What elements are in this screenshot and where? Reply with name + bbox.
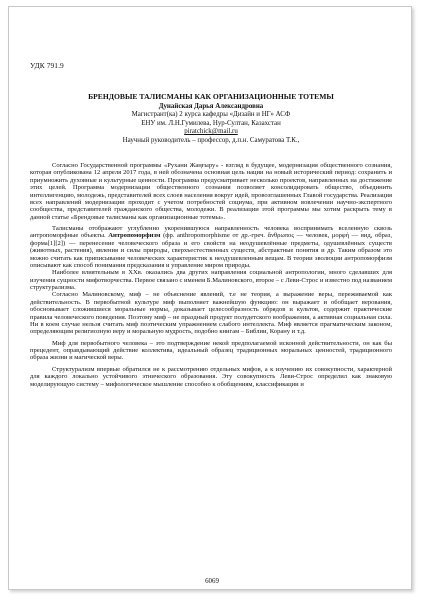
paragraph-6: Структурализм впервые обратился не к рассмотрению отдельных мифов, а к изучению их совокупности, характерной для каждого локально устойчивого этнического образования. Эту совокупность Леви-Строс определил как знаковую моделирующую систему – мифологическое мышление способно к обобщениям, классификации и bbox=[30, 365, 392, 388]
article-header bbox=[30, 93, 392, 146]
paragraph-5: Миф для первобытного человека – это подтверждение некой предполагаемой исконной действительности, он как бы прецедент, оправдывающий действие коллектива, идеальный образец традиционных моральных ценностей, традиционного образа жизни и магической веры. bbox=[30, 339, 392, 362]
author-affiliation-line1: Магистрант(ка) 2 курса кафедры «Дизайн и НГ» АСФ bbox=[131, 111, 291, 119]
paragraph-2-part-a: Талисманы отображают углубленно укоренившуюся направленность человека воспринимать вселенную сквозь антропоморфные объекты. bbox=[30, 225, 392, 240]
paragraph-1: Согласно Государственной программы «Рухани Жаңғыру» - взгляд в будущее, модернизация общественного сознания, которая опубликована 12 апреля 2017 года, в ней обозначена основная цель нации на новый исторический период: сохранить и приумножить духовные и культурные ценности. Программа предусматривает несколько проектов, направленных на достижение этих целей. Программа модернизации общественного сознания позволяет консолидировать общество, объединить интеллигенцию, молодежь, представителей всех слоев населения вокруг идей, провозглашенных Главой государства. Реализация всех направлений модернизации проходит с учетом потребностей социума, при активном вовлечении научно-экспертного сообщества, представителей гражданского общества, молодежи. В реализации этой программы мы хотим раскрыть тему в данной статье «Брендовые талисманы как организационные тотемы». bbox=[30, 162, 392, 221]
article-title: БРЕНДОВЫЕ ТАЛИСМАНЫ КАК ОРГАНИЗАЦИОННЫЕ ТОТЕМЫ bbox=[88, 92, 334, 101]
page-number: 6069 bbox=[205, 578, 219, 585]
author-name: Дунайская Дарья Александровна bbox=[158, 102, 264, 110]
author-email-link[interactable]: piratchick@mail.ru bbox=[184, 128, 238, 136]
paragraph-4: Согласно Малиновскому, миф – не объяснение явлений, т.е не теория, а выражение веры, переживаемой как действительность. В первобытной культуре миф выполняет важнейшую функцию: он выражает и обобщает верования, обосновывает сложившиеся моральные нормы, доказывает целесообразность обрядов и культов, содержит практические правила человеческого поведения. Поэтому миф – не праздный продукт полудетского воображения, а активная социальная сила. Ни в коем случае нельзя считать миф поэтическим упражнением слабого интеллекта. Миф является прагматическим законом, определяющим религиозную веру и моральную мудрость, подобно книгам – Библии, Корану и т.д. bbox=[30, 291, 392, 336]
anthropomorphism-term: Антропоморфизм bbox=[108, 232, 161, 240]
author-affiliation-line2: ЕНУ им. Л.Н.Гумилева, Нур-Султан, Казахстан bbox=[141, 119, 281, 127]
paragraph-3: Наиболее влиятельным в XXв. оказались два других направления социальной антропологии, много сделавших для изучения сущности мифотворчества. Первое связано с именем Б.Малиновского, второе – с Леви-Строс и известно под названием структурализма. bbox=[30, 269, 392, 291]
udk-code: УДК 791.9 bbox=[30, 61, 64, 70]
paragraph-2-part-b: (фр. anthropomorphisme от др.-греч. ἄνθρωπος — человек, μορφή — вид, образ, форма[1][2]) — перенесение человеческого образа и его свойств на неодушевлённые предметы, одушевлённых существ (животных, растения), явления и силы природы, сверхъестественных существ, абстрактные понятия и др. Таким образом это можно считать как приписывание человеческих характеристик к неодушевленным вещам. В теории эволюции антропоморфизм описывают как способ понимания предсказания и управление миром природы. bbox=[30, 232, 392, 269]
scientific-advisor: Научный руководитель – профессор, д.п.н. Самуратова Т.К., bbox=[122, 136, 300, 144]
paragraph-2 bbox=[30, 225, 392, 269]
article-body bbox=[30, 162, 392, 388]
